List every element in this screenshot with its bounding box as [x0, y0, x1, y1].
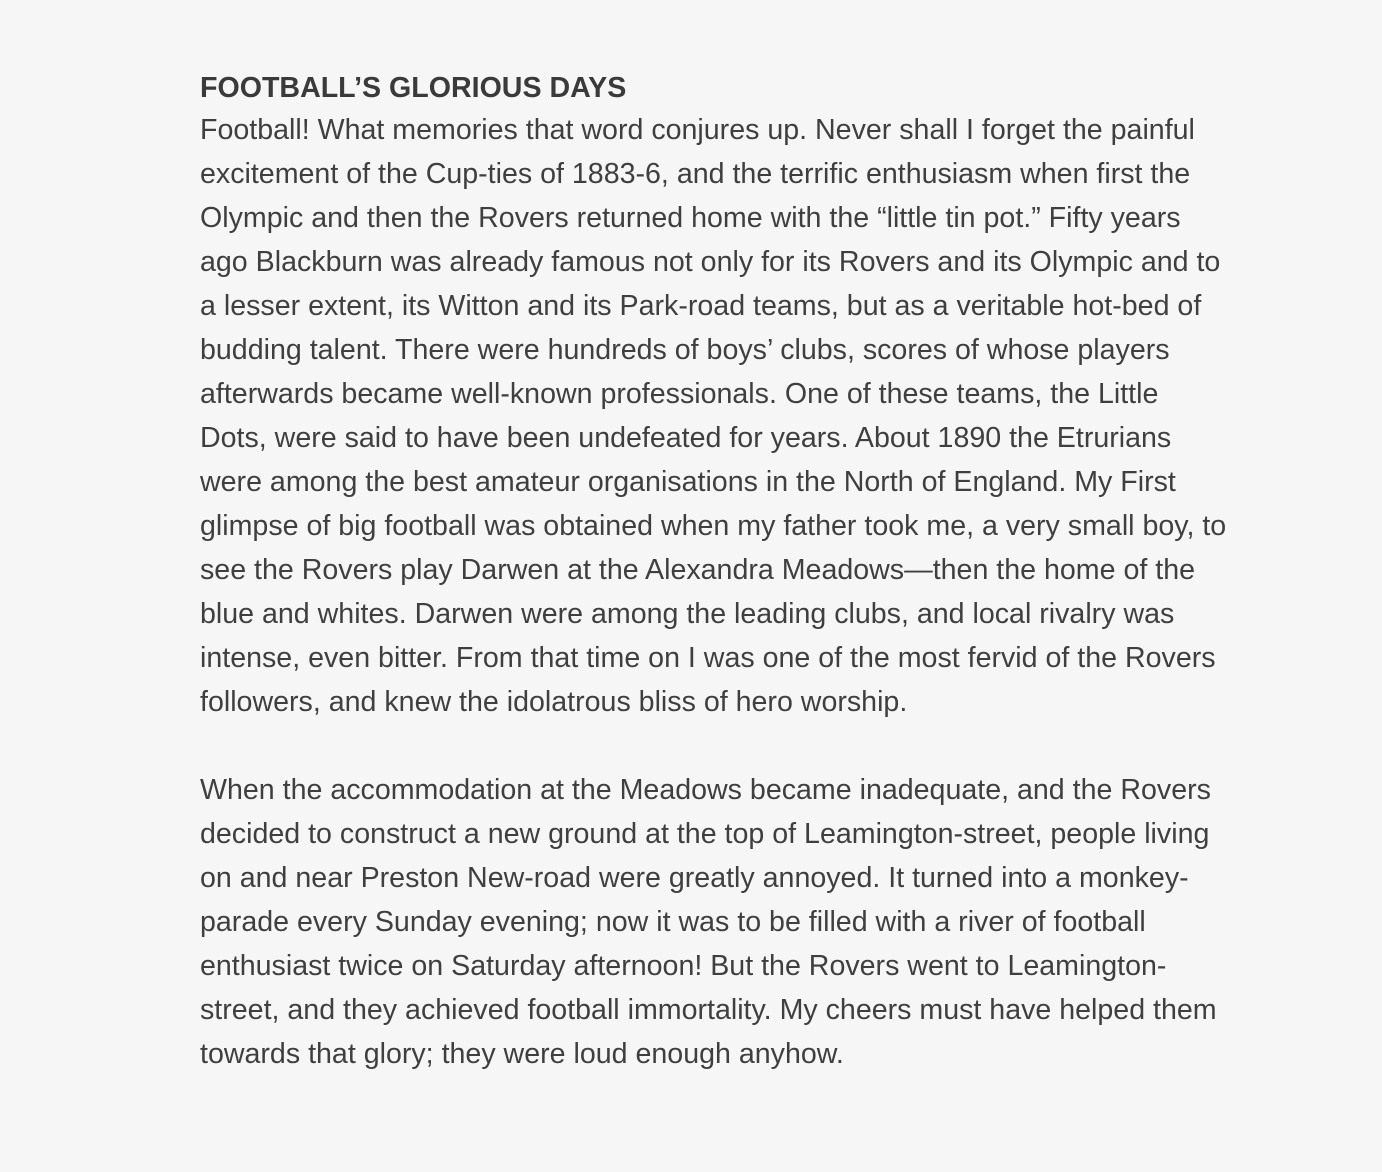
paragraph-line: Dots, were said to have been undefeated for years. About 1890 the Etrurians: [200, 422, 1172, 454]
paragraph-line: were among the best amateur organisations in the North of England. My First: [200, 466, 1176, 498]
paragraph-line: When the accommodation at the Meadows became inadequate, and the Rovers: [200, 774, 1211, 806]
paragraph-line: Football! What memories that word conjures up. Never shall I forget the painful: [200, 114, 1195, 146]
paragraph-line: Olympic and then the Rovers returned home with the “little tin pot.” Fifty years: [200, 202, 1181, 234]
paragraph-line: towards that glory; they were loud enough anyhow.: [200, 1038, 844, 1070]
paragraph-line: see the Rovers play Darwen at the Alexandra Meadows—then the home of the: [200, 554, 1196, 586]
paragraph-line: parade every Sunday evening; now it was to be filled with a river of football: [200, 906, 1146, 938]
paragraph-line: a lesser extent, its Witton and its Park-road teams, but as a veritable hot-bed of: [200, 290, 1202, 322]
paragraph-line: blue and whites. Darwen were among the leading clubs, and local rivalry was: [200, 598, 1175, 630]
document-title: FOOTBALL’S GLORIOUS DAYS: [200, 72, 627, 104]
paragraph-line: glimpse of big football was obtained when my father took me, a very small boy, to: [200, 510, 1227, 542]
paragraph-line: street, and they achieved football immortality. My cheers must have helped them: [200, 994, 1217, 1026]
paragraph-line: ago Blackburn was already famous not only for its Rovers and its Olympic and to: [200, 246, 1221, 278]
paragraph-line: intense, even bitter. From that time on I was one of the most fervid of the Rovers: [200, 642, 1216, 674]
paragraph-2: [200, 768, 1360, 1076]
paragraph-1: [200, 108, 1360, 724]
paragraph-line: followers, and knew the idolatrous bliss of hero worship.: [200, 686, 908, 718]
paragraph-line: enthusiast twice on Saturday afternoon! But the Rovers went to Leamington-: [200, 950, 1167, 982]
paragraph-line: on and near Preston New-road were greatly annoyed. It turned into a monkey-: [200, 862, 1189, 894]
paragraph-line: afterwards became well-known professionals. One of these teams, the Little: [200, 378, 1159, 410]
paragraph-line: excitement of the Cup-ties of 1883-6, and the terrific enthusiasm when first the: [200, 158, 1191, 190]
document-page: [200, 68, 1360, 1076]
paragraph-line: decided to construct a new ground at the top of Leamington-street, people living: [200, 818, 1210, 850]
paragraph-line: budding talent. There were hundreds of boys’ clubs, scores of whose players: [200, 334, 1170, 366]
